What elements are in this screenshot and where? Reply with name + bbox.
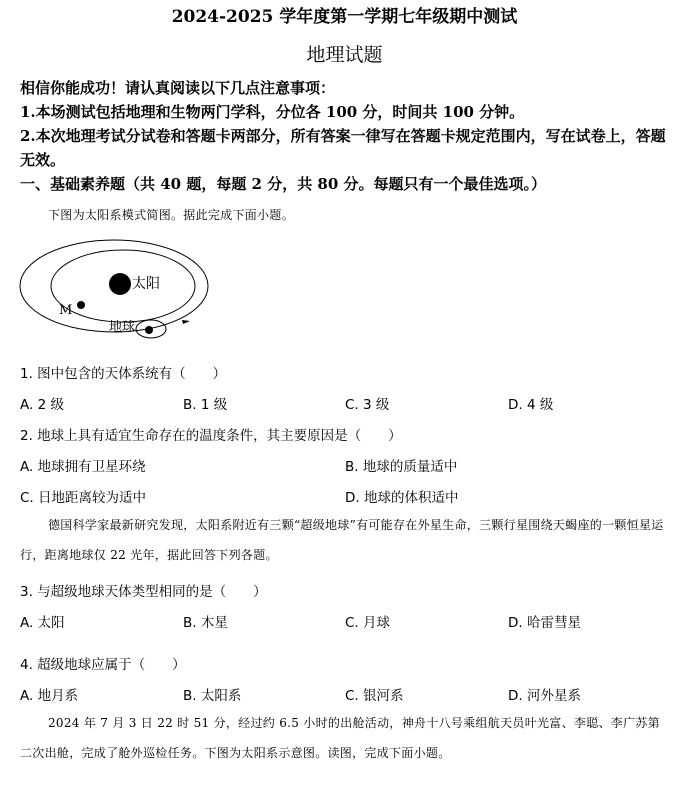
question-2-option-c: C. 日地距离较为适中: [20, 490, 147, 506]
question-1-option-b: B. 1 级: [183, 397, 228, 413]
question-3-option-c: C. 月球: [345, 615, 391, 631]
question-3-stem: 3. 与超级地球天体类型相同的是（ ）: [20, 584, 267, 600]
orbit-direction-arrow: [182, 320, 190, 324]
solar-system-diagram: [18, 236, 218, 346]
planet-m-icon: [77, 301, 85, 309]
question-4-stem: 4. 超级地球应属于（ ）: [20, 657, 186, 673]
intro-paragraph-3: 2024 年 7 月 3 日 22 时 51 分，经过约 6.5 小时的出舱活动，神舟十八号乘组航天员叶光富、李聪、李广苏第二次出舱，完成了舱外巡检任务。下图为太阳系示意图。读图，完成下面小题。: [20, 716, 660, 760]
notice-item-2: 2.本次地理考试分试卷和答题卡两部分，所有答案一律写在答题卡规定范围内，写在试卷上，答题无效。: [20, 127, 666, 169]
earth-label: 地球: [109, 320, 136, 335]
question-4-option-b: B. 太阳系: [183, 688, 242, 704]
question-2-option-d: D. 地球的体积适中: [345, 490, 459, 506]
notice-item-1: 1.本场测试包括地理和生物两门学科，分位各 100 分，时间共 100 分钟。: [20, 103, 525, 121]
question-4-option-a: A. 地月系: [20, 688, 79, 704]
question-3-option-d: D. 哈雷彗星: [508, 615, 581, 631]
question-4-option-d: D. 河外星系: [508, 688, 581, 704]
earth-icon: [145, 326, 153, 334]
question-2-stem: 2. 地球上具有适宜生命存在的温度条件，其主要原因是（ ）: [20, 428, 402, 444]
notice-heading: 相信你能成功！请认真阅读以下几点注意事项：: [20, 79, 336, 97]
exam-title: 2024-2025 学年度第一学期七年级期中测试: [171, 7, 518, 27]
sun-label: 太阳: [132, 276, 160, 292]
question-2-option-b: B. 地球的质量适中: [345, 459, 458, 475]
exam-subtitle: 地理试题: [306, 44, 383, 66]
question-1-stem: 1. 图中包含的天体系统有（ ）: [20, 366, 227, 382]
question-4-option-c: C. 银河系: [345, 688, 404, 704]
sun-icon: [109, 273, 131, 295]
question-3-option-a: A. 太阳: [20, 615, 65, 631]
intro-paragraph-1: 下图为太阳系模式简图。据此完成下面小题。: [48, 208, 295, 222]
intro-paragraph-2: 德国科学家最新研究发现，太阳系附近有三颗“超级地球”有可能存在外星生命，三颗行星围绕天蝎座的一颗恒星运行，距离地球仅 22 光年，据此回答下列各题。: [20, 518, 664, 562]
question-1-option-d: D. 4 级: [508, 397, 554, 413]
question-1-option-c: C. 3 级: [345, 397, 390, 413]
section-heading: 一、基础素养题（共 40 题，每题 2 分，共 80 分。每题只有一个最佳选项。）: [20, 175, 547, 193]
question-2-option-a: A. 地球拥有卫星环绕: [20, 459, 146, 475]
question-3-option-b: B. 木星: [183, 615, 228, 631]
question-1-option-a: A. 2 级: [20, 397, 64, 413]
planet-m-label: M: [59, 303, 73, 318]
